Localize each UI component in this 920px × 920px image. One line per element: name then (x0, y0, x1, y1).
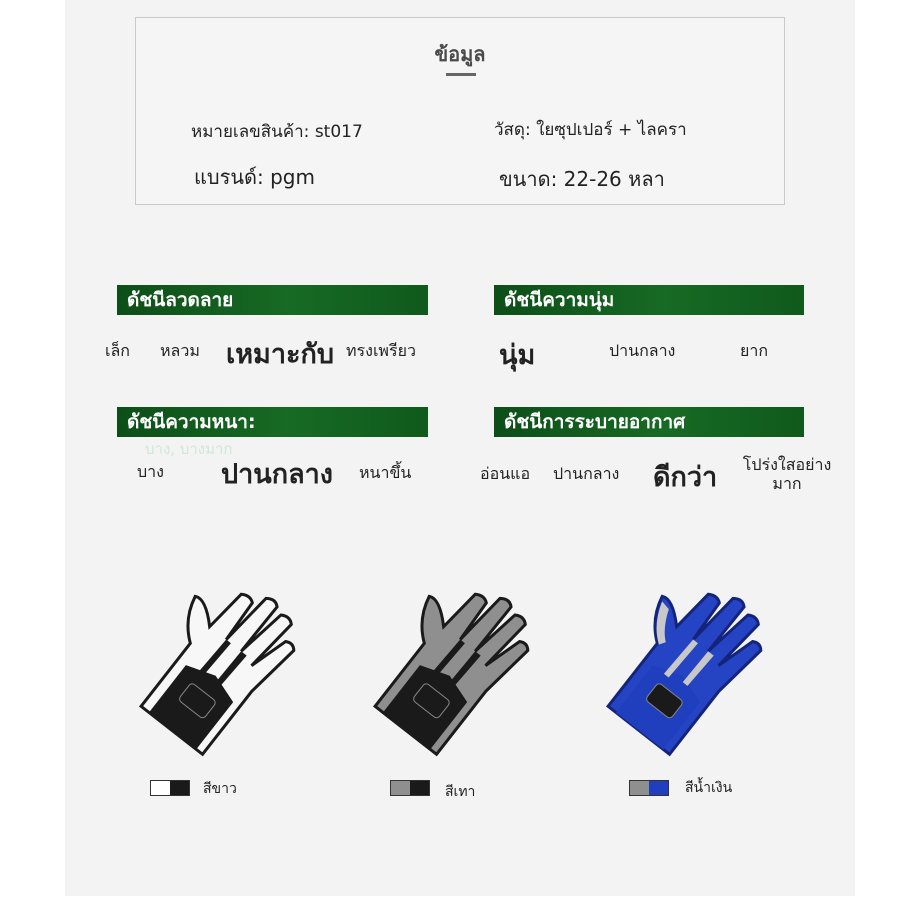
softness-index-header: ดัชนีความนุ่ม (494, 285, 804, 315)
material: วัสดุ: ใยซุปเปอร์ + ไลครา (494, 120, 687, 140)
swatch-secondary (170, 781, 189, 795)
fit-index-header: ดัชนีลวดลาย (117, 285, 428, 315)
softness-option-medium: ปานกลาง (609, 341, 676, 360)
gray-glove-image (362, 560, 562, 760)
softness-option-selected: นุ่ม (499, 340, 536, 371)
color-label-gray: สีเทา (445, 784, 476, 800)
size: ขนาด: 22-26 หลา (499, 167, 665, 191)
info-title: ข้อมูล (434, 42, 486, 66)
white-swatch[interactable] (150, 780, 190, 796)
gray-swatch[interactable] (390, 780, 430, 796)
product-info-box (135, 17, 785, 205)
breathability-option-very-breathable: โปร่งใสอย่างมาก (742, 455, 832, 493)
swatch-secondary (649, 781, 668, 795)
breathability-index-header: ดัชนีการระบายอากาศ (494, 407, 804, 437)
item-code: หมายเลขสินค้า: st017 (191, 122, 363, 142)
breathability-option-selected: ดีกว่า (653, 462, 718, 493)
softness-option-hard: ยาก (740, 341, 769, 360)
fit-option-loose: หลวม (160, 341, 200, 360)
color-label-blue: สีน้ำเงิน (685, 780, 733, 796)
thickness-ghost-text: บาง, บางมาก (145, 440, 233, 458)
thickness-option-thin: บาง (137, 462, 164, 481)
swatch-primary (630, 781, 649, 795)
breathability-option-medium: ปานกลาง (553, 464, 620, 483)
thickness-option-selected: ปานกลาง (221, 459, 333, 490)
white-glove-image (128, 560, 328, 760)
blue-swatch[interactable] (629, 780, 669, 796)
swatch-primary (391, 781, 410, 795)
thickness-option-thicker: หนาขึ้น (359, 463, 412, 482)
fit-option-slim: ทรงเพรียว (346, 341, 416, 360)
breathability-option-weak: อ่อนแอ (480, 464, 531, 483)
thickness-index-header: ดัชนีความหนา: (117, 407, 428, 437)
swatch-primary (151, 781, 170, 795)
blue-glove-image (595, 560, 795, 760)
swatch-secondary (410, 781, 429, 795)
color-label-white: สีขาว (203, 781, 237, 797)
fit-option-selected: เหมาะกับ (226, 339, 334, 370)
title-underline (446, 73, 476, 76)
fit-option-small: เล็ก (105, 341, 130, 360)
brand: แบรนด์: pgm (194, 165, 315, 189)
